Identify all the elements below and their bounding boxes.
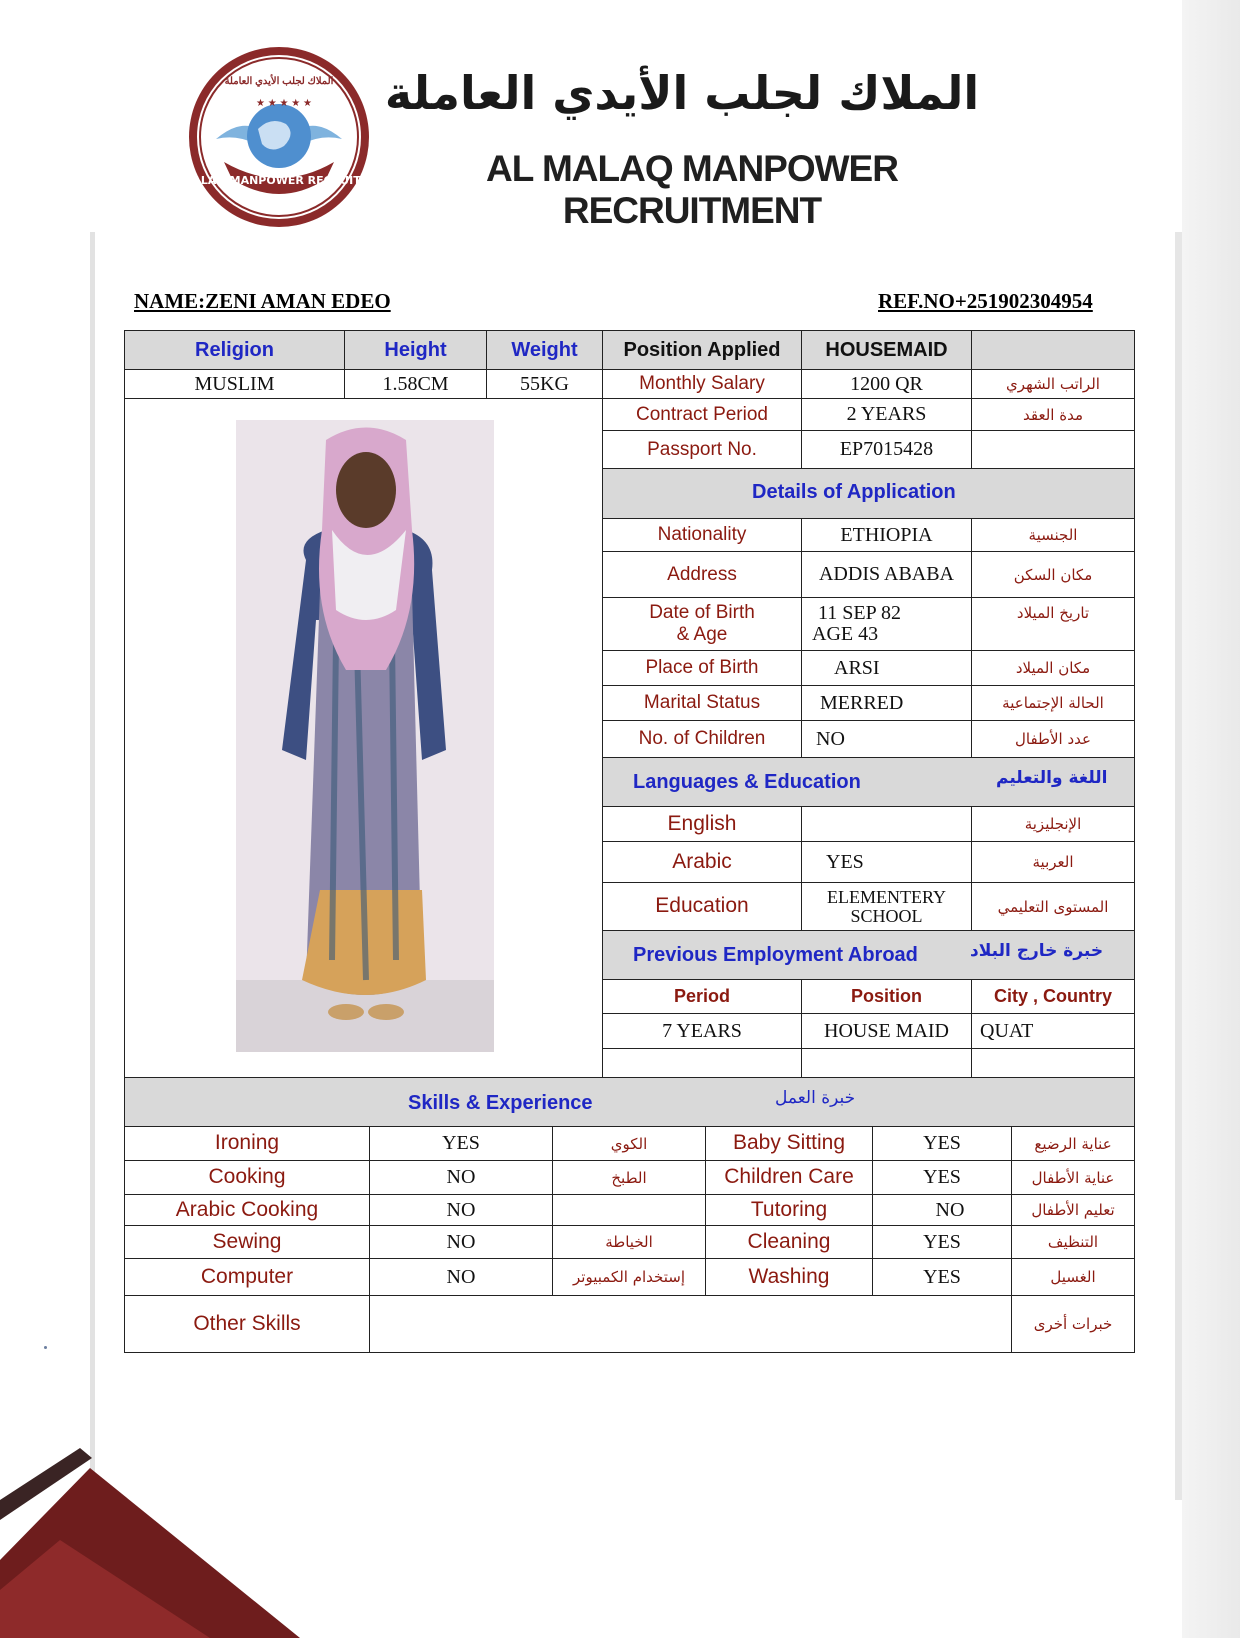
skill-cooking-label: Cooking	[124, 1160, 370, 1195]
arabic-arabic: العربية	[971, 841, 1135, 883]
skill-ironing-value: YES	[369, 1126, 553, 1161]
other-skills-label: Other Skills	[124, 1295, 370, 1353]
passport-value: EP7015428	[801, 430, 972, 469]
dob-age: AGE 43	[812, 623, 879, 645]
skill-washing-label: Washing	[705, 1258, 873, 1296]
employment-title-arabic: خبرة خارج البلاد	[970, 941, 1104, 961]
other-skills-value	[369, 1295, 1012, 1353]
dob-value	[801, 597, 972, 651]
stray-mark	[44, 1346, 47, 1349]
passport-label: Passport No.	[602, 430, 802, 469]
skills-section-header	[124, 1077, 1135, 1127]
skills-title: Skills & Experience	[408, 1092, 593, 1114]
children-arabic: عدد الأطفال	[971, 720, 1135, 758]
skill-ironing-arabic: الكوي	[552, 1126, 706, 1161]
period-column-header: Period	[602, 979, 802, 1014]
skill-tutoring-value: NO	[872, 1194, 1012, 1226]
skill-sewing-arabic: الخياطة	[552, 1225, 706, 1259]
contract-arabic: مدة العقد	[971, 398, 1135, 431]
arabic-value: YES	[801, 841, 972, 883]
skill-washing-arabic: الغسيل	[1011, 1258, 1135, 1296]
svg-text:★ ★ ★ ★ ★: ★ ★ ★ ★ ★	[256, 98, 312, 109]
contract-label: Contract Period	[602, 398, 802, 431]
skill-cleaning-arabic: التنظيف	[1011, 1225, 1135, 1259]
employment-position-empty	[801, 1048, 972, 1078]
logo-english-text: AL MALAQ MANPOWER RECRUITMENT	[162, 174, 396, 187]
candidate-name: NAME:ZENI AMAN EDEO	[134, 289, 391, 313]
address-label: Address	[602, 551, 802, 598]
address-value: ADDIS ABABA	[801, 551, 972, 598]
skill-computer-label: Computer	[124, 1258, 370, 1296]
skill-babysitting-value: YES	[872, 1126, 1012, 1161]
logo-arabic-text: الملاك لجلب الأيدي العاملة	[224, 76, 334, 87]
brand-name-english: AL MALAQ MANPOWER RECRUITMENT	[486, 148, 898, 231]
dob-label	[602, 597, 802, 651]
details-title: Details of Application	[752, 481, 956, 503]
nationality-value: ETHIOPIA	[801, 518, 972, 552]
brand-name-arabic: الملاك لجلب الأيدي العاملة	[384, 66, 980, 120]
skill-arabiccooking-label: Arabic Cooking	[124, 1194, 370, 1226]
education-arabic: المستوى التعليمي	[971, 882, 1135, 931]
address-arabic: مكان السكن	[971, 551, 1135, 598]
children-label: No. of Children	[602, 720, 802, 758]
dob-arabic: تاريخ الميلاد	[971, 597, 1135, 651]
height-value: 1.58CM	[344, 369, 487, 399]
salary-value: 1200 QR	[801, 369, 972, 399]
children-value: NO	[801, 720, 972, 758]
weight-value: 55KG	[486, 369, 603, 399]
employment-city-value: QUAT	[971, 1013, 1135, 1049]
letterhead	[162, 44, 986, 231]
nationality-label: Nationality	[602, 518, 802, 552]
marital-value: MERRED	[801, 685, 972, 721]
dob-date: 11 SEP 82	[818, 602, 901, 624]
education-value	[801, 882, 972, 931]
skill-computer-value: NO	[369, 1258, 553, 1296]
candidate-photo	[236, 420, 494, 1052]
height-header: Height	[344, 330, 487, 370]
arabic-label: Arabic	[602, 841, 802, 883]
birthplace-label: Place of Birth	[602, 650, 802, 686]
company-logo	[162, 44, 396, 230]
employment-city-empty	[971, 1048, 1135, 1078]
position-blank-cell	[971, 330, 1135, 370]
skill-cooking-value: NO	[369, 1160, 553, 1195]
passport-arabic	[971, 430, 1135, 469]
languages-title: Languages & Education	[633, 771, 861, 793]
position-applied-label: Position Applied	[602, 330, 802, 370]
skill-sewing-label: Sewing	[124, 1225, 370, 1259]
city-column-header: City , Country	[971, 979, 1135, 1014]
skill-cleaning-label: Cleaning	[705, 1225, 873, 1259]
salary-arabic: الراتب الشهري	[971, 369, 1135, 399]
position-applied-value: HOUSEMAID	[801, 330, 972, 370]
skill-ironing-label: Ironing	[124, 1126, 370, 1161]
languages-title-arabic: اللغة والتعليم	[996, 768, 1108, 788]
skill-babysitting-label: Baby Sitting	[705, 1126, 873, 1161]
religion-header: Religion	[124, 330, 345, 370]
employment-title: Previous Employment Abroad	[633, 944, 918, 966]
dob-label-line2: & Age	[676, 624, 728, 645]
skill-tutoring-arabic: تعليم الأطفال	[1011, 1194, 1135, 1226]
education-value-line1: ELEMENTERY	[827, 886, 946, 907]
birthplace-value: ARSI	[801, 650, 972, 686]
skills-title-arabic: خبرة العمل	[775, 1088, 856, 1108]
nationality-arabic: الجنسية	[971, 518, 1135, 552]
skill-childrencare-arabic: عناية الأطفال	[1011, 1160, 1135, 1195]
english-value	[801, 806, 972, 842]
english-label: English	[602, 806, 802, 842]
skill-arabiccooking-value: NO	[369, 1194, 553, 1226]
skill-childrencare-value: YES	[872, 1160, 1012, 1195]
corner-decoration	[0, 1440, 320, 1638]
skill-computer-arabic: إستخدام الكمبيوتر	[552, 1258, 706, 1296]
dob-label-line1: Date of Birth	[649, 602, 755, 624]
page-edge-shadow	[1182, 0, 1240, 1638]
other-skills-arabic: خبرات أخرى	[1011, 1295, 1135, 1353]
skill-sewing-value: NO	[369, 1225, 553, 1259]
marital-label: Marital Status	[602, 685, 802, 721]
english-arabic: الإنجليزية	[971, 806, 1135, 842]
salary-label: Monthly Salary	[602, 369, 802, 399]
education-value-line2: SCHOOL	[850, 905, 923, 926]
position-column-header: Position	[801, 979, 972, 1014]
weight-header: Weight	[486, 330, 603, 370]
skill-tutoring-label: Tutoring	[705, 1194, 873, 1226]
skill-babysitting-arabic: عناية الرضيع	[1011, 1126, 1135, 1161]
skill-cleaning-value: YES	[872, 1225, 1012, 1259]
employment-period-value: 7 YEARS	[602, 1013, 802, 1049]
education-label: Education	[602, 882, 802, 931]
skill-childrencare-label: Children Care	[705, 1160, 873, 1195]
employment-period-empty	[602, 1048, 802, 1078]
contract-value: 2 YEARS	[801, 398, 972, 431]
skill-washing-value: YES	[872, 1258, 1012, 1296]
marital-arabic: الحالة الإجتماعية	[971, 685, 1135, 721]
religion-value: MUSLIM	[124, 369, 345, 399]
skill-arabiccooking-arabic	[552, 1194, 706, 1226]
skill-cooking-arabic: الطبخ	[552, 1160, 706, 1195]
reference-number: REF.NO+251902304954	[878, 289, 1093, 313]
birthplace-arabic: مكان الميلاد	[971, 650, 1135, 686]
employment-position-value: HOUSE MAID	[801, 1013, 972, 1049]
